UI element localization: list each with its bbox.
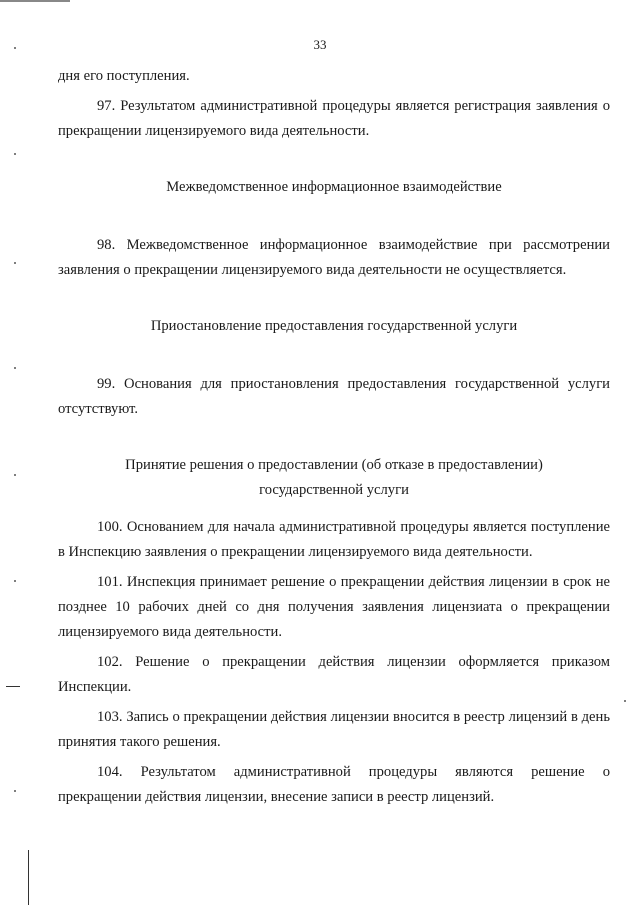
scan-dot <box>624 700 626 702</box>
paragraph-98: 98. Межведомственное информационное взаимодействие при рассмотрении заявления о прекращении лицензируемого вида деятельности не осуществляется. <box>58 237 610 278</box>
section-heading-suspension: Приостановление предоставления государственной услуги <box>150 318 518 334</box>
section-heading-interagency: Межведомственное информационное взаимодействие <box>166 179 502 195</box>
section-heading-decision <box>58 453 610 503</box>
scan-artifact-left-line <box>28 850 29 905</box>
paragraph-continuation: дня его поступления. <box>58 68 190 84</box>
document-body <box>58 64 610 810</box>
section-heading-decision-line-1: Принятие решения о предоставлении (об отказе в предоставлении) <box>125 457 543 473</box>
scan-dot <box>14 262 16 264</box>
paragraph-101: 101. Инспекция принимает решение о прекращении действия лицензии в срок не позднее 10 рабочих дней со дня получения заявления лицензиата о прекращении лицензируемого вида деятельности. <box>58 574 610 640</box>
scan-dot <box>14 474 16 476</box>
paragraph-102: 102. Решение о прекращении действия лицензии оформляется приказом Инспекции. <box>58 654 610 695</box>
scan-dot <box>14 580 16 582</box>
scan-dot <box>14 367 16 369</box>
section-heading-decision-line-2: государственной услуги <box>259 482 409 498</box>
paragraph-99: 99. Основания для приостановления предоставления государственной услуги отсутствуют. <box>58 376 610 417</box>
scan-dot <box>14 790 16 792</box>
paragraph-100: 100. Основанием для начала административной процедуры является поступление в Инспекцию заявления о прекращении лицензируемого вида деятельности. <box>58 519 610 560</box>
paragraph-97: 97. Результатом административной процедуры является регистрация заявления о прекращении лицензируемого вида деятельности. <box>58 98 610 139</box>
scan-dot <box>14 153 16 155</box>
scan-artifact-top <box>0 0 70 2</box>
scan-artifact-left-dash <box>6 686 20 687</box>
page-number: 33 <box>313 37 327 52</box>
paragraph-103: 103. Запись о прекращении действия лицензии вносится в реестр лицензий в день принятия такого решения. <box>58 709 610 750</box>
paragraph-104: 104. Результатом административной процедуры являются решение о прекращении действия лицензии, внесение записи в реестр лицензий. <box>58 764 610 805</box>
